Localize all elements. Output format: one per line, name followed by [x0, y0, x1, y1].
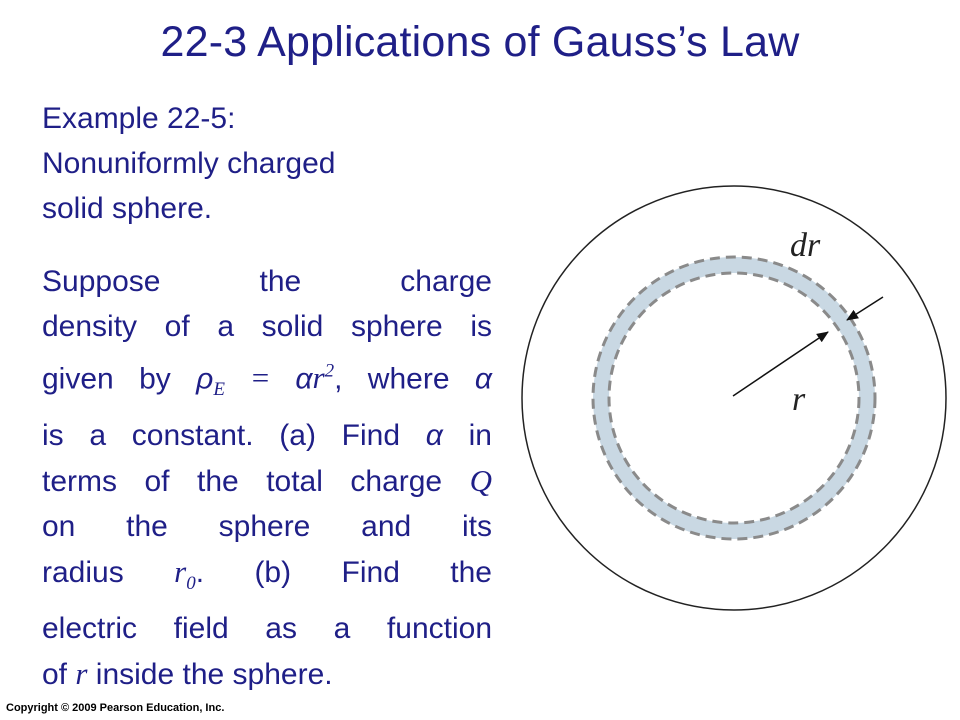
problem-line: radius $r_0$. (b) Find the [42, 553, 492, 594]
radius-symbol: $r_0$ [174, 553, 196, 594]
r-label: r [792, 381, 806, 418]
example-heading [42, 96, 442, 231]
problem-line: is a constant. (a) Find α in [42, 418, 492, 452]
problem-line: terms of the total charge Q [42, 462, 492, 498]
charge-symbol: Q [469, 462, 492, 498]
alpha-symbol: α [295, 362, 313, 396]
problem-line: of r inside the sphere. [42, 655, 333, 691]
example-heading-line: Example 22-5: [42, 102, 236, 135]
example-heading-line: Nonuniformly charged [42, 147, 336, 180]
sphere-diagram [509, 180, 959, 630]
shell-inner-edge [609, 273, 859, 523]
example-heading-line: solid sphere. [42, 192, 213, 225]
outer-sphere [522, 186, 946, 610]
slide-title: 22-3 Applications of Gauss’s Law [160, 18, 800, 66]
problem-line: on the sphere and its [42, 509, 492, 543]
problem-line: electric field as a function [42, 611, 492, 645]
rho-symbol: ρ [196, 362, 214, 396]
problem-statement [42, 259, 492, 697]
dr-arrow [847, 297, 883, 320]
problem-line: given by $\rho_E = \alpha r^2$, where α [42, 360, 492, 401]
problem-line: Suppose the charge [42, 265, 492, 298]
copyright-notice: Copyright © 2009 Pearson Education, Inc. [6, 702, 225, 714]
charge-shell [601, 265, 867, 531]
radius-arrow [733, 332, 828, 396]
problem-line: density of a solid sphere is [42, 310, 492, 343]
dr-label: dr [790, 227, 821, 264]
